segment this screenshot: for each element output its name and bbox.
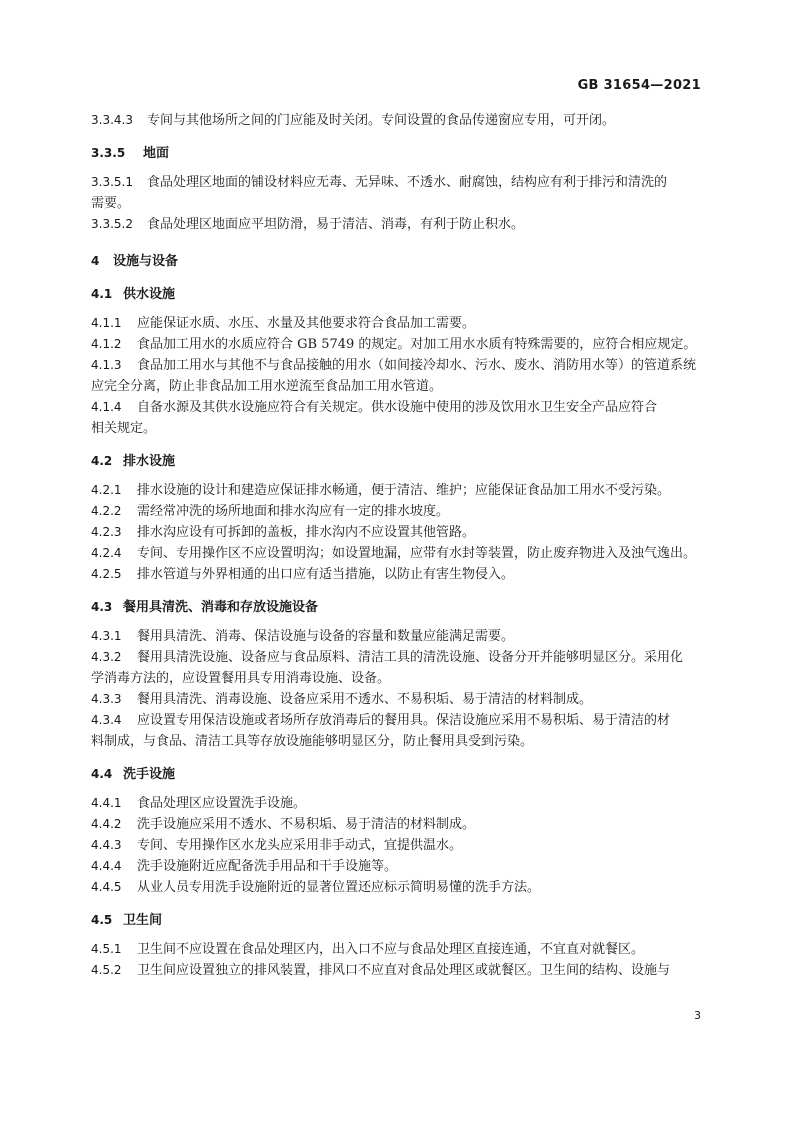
clause-continuation-line: [91, 193, 703, 214]
clause-continuation-line: [91, 418, 703, 439]
clause-first-line: [91, 710, 703, 731]
clause-number: 4.2.1: [91, 483, 122, 497]
clause: [91, 313, 703, 334]
clause-first-line: [91, 835, 703, 856]
clause-number: 3.3.5.1: [91, 175, 133, 189]
clause-text: 料制成，与食品、清洁工具等存放设施能够明显区分，防止餐用具受到污染。: [91, 734, 534, 749]
section-title: 洗手设施: [123, 767, 176, 782]
section-heading: [91, 284, 703, 305]
clause-text: 专间、专用操作区不应设置明沟；如设置地漏，应带有水封等装置，防止废弃物进入及浊气逸出。: [137, 546, 697, 561]
clause-number: 4.1.3: [91, 358, 122, 372]
clause-text: 餐用具清洗、消毒、保洁设施与设备的容量和数量应能满足需要。: [137, 629, 515, 644]
clause-first-line: [91, 501, 703, 522]
clause: [91, 355, 703, 397]
clause-text: 洗手设施附近应配备洗手用品和干手设施等。: [137, 859, 398, 874]
clause-number: 4.4.3: [91, 838, 122, 852]
clause-continuation-line: [91, 668, 703, 689]
clause-text: 排水设施的设计和建造应保证排水畅通，便于清洁、维护；应能保证食品加工用水不受污染。: [137, 483, 671, 498]
section-number: 3.3.5: [91, 146, 126, 160]
clause: [91, 647, 703, 689]
clause-continuation-line: [91, 376, 703, 397]
section-number: 4.3: [91, 600, 113, 614]
clause: [91, 710, 703, 752]
clause-text: 洗手设施应采用不透水、不易积垢、易于清洁的材料制成。: [137, 817, 476, 832]
clause-first-line: [91, 480, 703, 501]
clause-first-line: [91, 334, 703, 355]
section-number: 4.2: [91, 454, 113, 468]
clause: [91, 480, 703, 501]
clause-first-line: [91, 960, 703, 981]
clause-first-line: [91, 214, 703, 235]
clause-first-line: [91, 172, 703, 193]
clause-first-line: [91, 647, 703, 668]
section-heading: [91, 451, 703, 472]
clause: [91, 960, 703, 981]
section-heading: [91, 251, 703, 272]
section-title: 排水设施: [123, 454, 176, 469]
clause: [91, 397, 703, 439]
section-title: 卫生间: [123, 913, 163, 928]
clause: [91, 522, 703, 543]
clause: [91, 793, 703, 814]
clause-text: 卫生间不应设置在食品处理区内，出入口不应与食品处理区直接连通，不宜直对就餐区。: [137, 942, 645, 957]
clause-text: 相关规定。: [91, 421, 157, 436]
clause: [91, 626, 703, 647]
section-number: 4.5: [91, 913, 113, 927]
clause-text: 食品加工用水的水质应符合 GB 5749 的规定。对加工用水水质有特殊需要的，应符合相应规定。: [137, 337, 697, 352]
clause-text: 专间、专用操作区水龙头应采用非手动式，宜提供温水。: [137, 838, 463, 853]
clause-number: 4.1.1: [91, 316, 122, 330]
section-number: 4.4: [91, 767, 113, 781]
section-heading: [91, 764, 703, 785]
clause: [91, 564, 703, 585]
clause-text: 餐用具清洗设施、设备应与食品原料、清洁工具的清洗设施、设备分开并能够明显区分。采用化: [137, 650, 684, 665]
clause: [91, 501, 703, 522]
clause-number: 4.4.4: [91, 859, 122, 873]
document-body: [91, 110, 703, 981]
clause-number: 3.3.4.3: [91, 113, 133, 127]
clause-first-line: [91, 543, 703, 564]
clause-first-line: [91, 856, 703, 877]
clause-number: 4.3.4: [91, 713, 122, 727]
section-title: 设施与设备: [113, 254, 179, 269]
clause-text: 卫生间应设置独立的排风装置，排风口不应直对食品处理区或就餐区。卫生间的结构、设施与: [137, 963, 671, 978]
clause-number: 4.4.5: [91, 880, 122, 894]
section-number: 4: [91, 254, 100, 268]
clause-text: 应设置专用保洁设施或者场所存放消毒后的餐用具。保洁设施应采用不易积垢、易于清洁的材: [137, 713, 671, 728]
clause-number: 4.2.3: [91, 525, 122, 539]
clause-number: 4.5.2: [91, 963, 122, 977]
clause-first-line: [91, 939, 703, 960]
clause-number: 4.3.2: [91, 650, 122, 664]
clause-number: 4.4.1: [91, 796, 122, 810]
clause: [91, 835, 703, 856]
clause: [91, 543, 703, 564]
clause-text: 应完全分离，防止非食品加工用水逆流至食品加工用水管道。: [91, 379, 443, 394]
clause: [91, 814, 703, 835]
clause-number: 4.4.2: [91, 817, 122, 831]
clause-first-line: [91, 814, 703, 835]
clause-text: 应能保证水质、水压、水量及其他要求符合食品加工需要。: [137, 316, 476, 331]
clause-text: 餐用具清洗、消毒设施、设备应采用不透水、不易积垢、易于清洁的材料制成。: [137, 692, 593, 707]
clause-number: 3.3.5.2: [91, 217, 133, 231]
clause-number: 4.1.2: [91, 337, 122, 351]
clause-text: 从业人员专用洗手设施附近的显著位置还应标示简明易懂的洗手方法。: [137, 880, 541, 895]
clause-text: 专间与其他场所之间的门应能及时关闭。专间设置的食品传递窗应专用，可开闭。: [147, 113, 616, 128]
clause-first-line: [91, 877, 703, 898]
clause-number: 4.3.3: [91, 692, 122, 706]
clause-number: 4.3.1: [91, 629, 122, 643]
clause-text: 食品加工用水与其他不与食品接触的用水（如间接冷却水、污水、废水、消防用水等）的管道系统: [137, 358, 697, 373]
clause-text: 需经常冲洗的场所地面和排水沟应有一定的排水坡度。: [137, 504, 450, 519]
clause-text: 需要。: [91, 196, 131, 211]
section-title: 供水设施: [123, 287, 176, 302]
clause-text: 食品处理区地面应平坦防滑，易于清洁、消毒，有利于防止积水。: [147, 217, 525, 232]
clause-number: 4.2.5: [91, 567, 122, 581]
clause-first-line: [91, 793, 703, 814]
section-title: 餐用具清洗、消毒和存放设施设备: [123, 600, 319, 615]
section-number: 4.1: [91, 287, 113, 301]
clause: [91, 939, 703, 960]
clause-first-line: [91, 689, 703, 710]
clause-first-line: [91, 110, 703, 131]
page-number: 3: [694, 1009, 701, 1022]
clause: [91, 172, 703, 214]
clause: [91, 214, 703, 235]
clause-text: 排水沟应设有可拆卸的盖板，排水沟内不应设置其他管路。: [137, 525, 476, 540]
clause-first-line: [91, 355, 703, 376]
clause: [91, 856, 703, 877]
clause-first-line: [91, 313, 703, 334]
standard-code: GB 31654—2021: [577, 78, 701, 93]
clause: [91, 334, 703, 355]
section-heading: [91, 597, 703, 618]
clause-text: 食品处理区地面的铺设材料应无毒、无异味、不透水、耐腐蚀，结构应有利于排污和清洗的: [147, 175, 668, 190]
clause-first-line: [91, 564, 703, 585]
clause-text: 排水管道与外界相通的出口应有适当措施，以防止有害生物侵入。: [137, 567, 515, 582]
clause-text: 食品处理区应设置洗手设施。: [137, 796, 307, 811]
clause-first-line: [91, 626, 703, 647]
clause-first-line: [91, 397, 703, 418]
clause-first-line: [91, 522, 703, 543]
clause: [91, 689, 703, 710]
clause: [91, 110, 703, 131]
clause-number: 4.2.2: [91, 504, 122, 518]
clause-number: 4.2.4: [91, 546, 122, 560]
section-title: 地面: [143, 146, 170, 161]
clause-number: 4.1.4: [91, 400, 122, 414]
section-heading: [91, 910, 703, 931]
section-heading: [91, 143, 703, 164]
clause-text: 自备水源及其供水设施应符合有关规定。供水设施中使用的涉及饮用水卫生安全产品应符合: [137, 400, 658, 415]
clause-continuation-line: [91, 731, 703, 752]
clause-text: 学消毒方法的，应设置餐用具专用消毒设施、设备。: [91, 671, 391, 686]
clause: [91, 877, 703, 898]
clause-number: 4.5.1: [91, 942, 122, 956]
